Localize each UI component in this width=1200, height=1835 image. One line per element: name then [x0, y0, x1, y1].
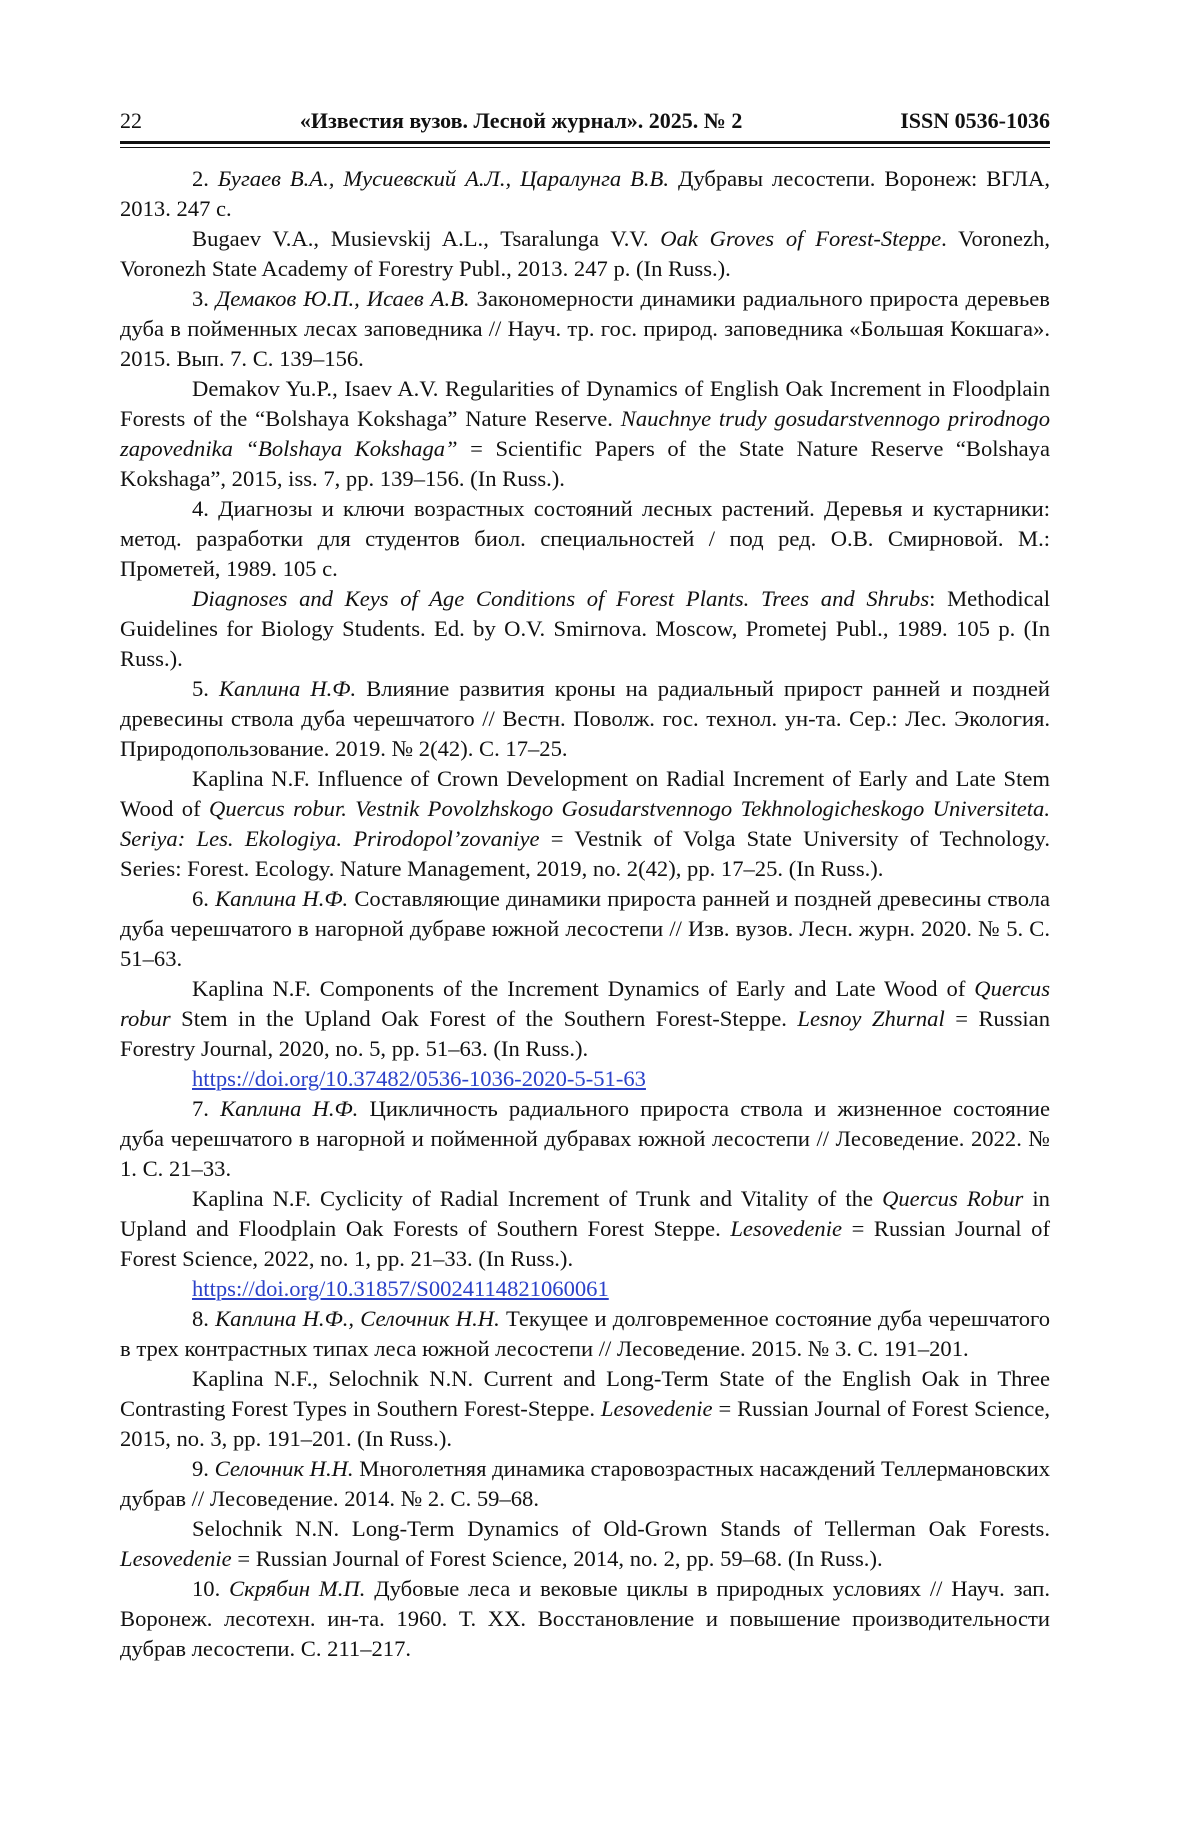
journal-title: «Известия вузов. Лесной журнал». 2025. № 2 — [299, 108, 743, 133]
ref-5-ru: 5. Каплина Н.Ф. Влияние развития кроны на радиальный прирост ранней и поздней древесины ствола дуба черешчатого // Вестн. Поволж. гос. технол. ун-та. Сер.: Лес. Экология. Природопользование. 2019. № 2(42). С. 17–25. — [120, 676, 1050, 761]
ref-7-en: Kaplina N.F. Cyclicity of Radial Increment of Trunk and Vitality of the Quercus Robur in Upland and Floodplain Oak Forests of Southern Forest Steppe. Lesovedenie = Russian Journal of Forest Science, 2022, no. 1, pp. 21–33. (In Russ.). https://doi.org/10.31857/S0024114821060061 — [120, 1184, 1050, 1304]
ref-4-en: Diagnoses and Keys of Age Conditions of Forest Plants. Trees and Shrubs: Methodical Guidelines for Biology Students. Ed. by O.V. Smirnova. Moscow, Prometej Publ., 1989. 105 p. (In Russ.). — [120, 586, 1050, 671]
ref-6-ru: 6. Каплина Н.Ф. Составляющие динамики прироста ранней и поздней древесины ствола дуба черешчатого в нагорной дубраве южной лесостепи // Изв. вузов. Лесн. журн. 2020. № 5. С. 51–63. — [120, 886, 1050, 971]
ref-8-ru: 8. Каплина Н.Ф., Селочник Н.Н. Текущее и долговременное состояние дуба черешчатого в трех контрастных типах леса южной лесостепи // Лесоведение. 2015. № 3. С. 191–201. — [120, 1306, 1051, 1361]
reference-list — [120, 164, 1050, 1664]
page — [120, 108, 1050, 1664]
header-rule-thin — [120, 147, 1050, 148]
ref-3-ru: 3. Демаков Ю.П., Исаев А.В. Закономерности динамики радиального прироста деревьев дуба в пойменных лесах заповедника // Науч. тр. гос. природ. заповедника «Большая Кокшага». 2015. Вып. 7. С. 139–156. — [120, 286, 1050, 371]
running-header — [120, 108, 1050, 136]
issn: ISSN 0536-1036 — [900, 108, 1050, 133]
ref-7-ru: 7. Каплина Н.Ф. Цикличность радиального прироста ствола и жизненное состояние дуба черешчатого в нагорной и пойменной дубравах южной лесостепи // Лесоведение. 2022. № 1. С. 21–33. — [120, 1096, 1050, 1181]
ref-9-en: Selochnik N.N. Long-Term Dynamics of Old-Grown Stands of Tellerman Oak Forests. Lesovedenie = Russian Journal of Forest Science, 2014, no. 2, pp. 59–68. (In Russ.). — [120, 1516, 1050, 1571]
ref-5-en: Kaplina N.F. Influence of Crown Development on Radial Increment of Early and Late Stem Wood of Quercus robur. Vestnik Povolzhskogo Gosudarstvennogo Tekhnologicheskogo Universiteta. Seriya: Les. Ekologiya. Prirodopol’zovaniye = Vestnik of Volga State University of Technology. Series: Forest. Ecology. Nature Management, 2019, no. 2(42), pp. 17–25. (In Russ.). — [120, 766, 1050, 881]
ref-3-en: Demakov Yu.P., Isaev A.V. Regularities of Dynamics of English Oak Increment in Floodplain Forests of the “Bolshaya Kokshaga” Nature Reserve. Nauchnye trudy gosudarstvennogo prirodnogo zapovednika “Bolshaya Kokshaga” = Scientific Papers of the State Nature Reserve “Bolshaya Kokshaga”, 2015, iss. 7, pp. 139–156. (In Russ.). — [120, 376, 1050, 491]
header-rule-thick — [120, 141, 1050, 144]
page-number: 22 — [120, 108, 142, 133]
ref-2-en: Bugaev V.A., Musievskij A.L., Tsaralunga V.V. Oak Groves of Forest-Steppe. Voronezh, Voronezh State Academy of Forestry Publ., 2013. 247 p. (In Russ.). — [120, 226, 1050, 281]
ref-6-en: Kaplina N.F. Components of the Increment Dynamics of Early and Late Wood of Quercus robur Stem in the Upland Oak Forest of the Southern Forest-Steppe. Lesnoy Zhurnal = Russian Forestry Journal, 2020, no. 5, pp. 51–63. (In Russ.). https://doi.org/10.37482/0536-1036-2020-5-51-63 — [120, 974, 1050, 1094]
ref-8-en: Kaplina N.F., Selochnik N.N. Current and Long-Term State of the English Oak in Three Contrasting Forest Types in Southern Forest-Steppe. Lesovedenie = Russian Journal of Forest Science, 2015, no. 3, pp. 191–201. (In Russ.). — [120, 1366, 1050, 1451]
ref-2-ru: 2. Бугаев В.А., Мусиевский А.Л., Царалунга В.В. Дубравы лесостепи. Воронеж: ВГЛА, 2013. 247 с. — [120, 166, 1050, 221]
ref-7-doi-link[interactable]: https://doi.org/10.31857/S0024114821060061 — [192, 1276, 609, 1301]
ref-4-ru: 4. Диагнозы и ключи возрастных состояний лесных растений. Деревья и кустарники: метод. разработки для студентов биол. специальностей / под ред. О.В. Смирновой. М.: Прометей, 1989. 105 с. — [120, 496, 1050, 581]
ref-6-doi-link[interactable]: https://doi.org/10.37482/0536-1036-2020-5-51-63 — [192, 1066, 646, 1091]
ref-10-ru: 10. Скрябин М.П. Дубовые леса и вековые циклы в природных условиях // Науч. зап. Воронеж. лесотехн. ин-та. 1960. Т. XX. Восстановление и повышение производительности дубрав лесостепи. С. 211–217. — [120, 1576, 1051, 1661]
ref-9-ru: 9. Селочник Н.Н. Многолетняя динамика старовозрастных насаждений Теллермановских дубрав // Лесоведение. 2014. № 2. С. 59–68. — [120, 1456, 1050, 1511]
